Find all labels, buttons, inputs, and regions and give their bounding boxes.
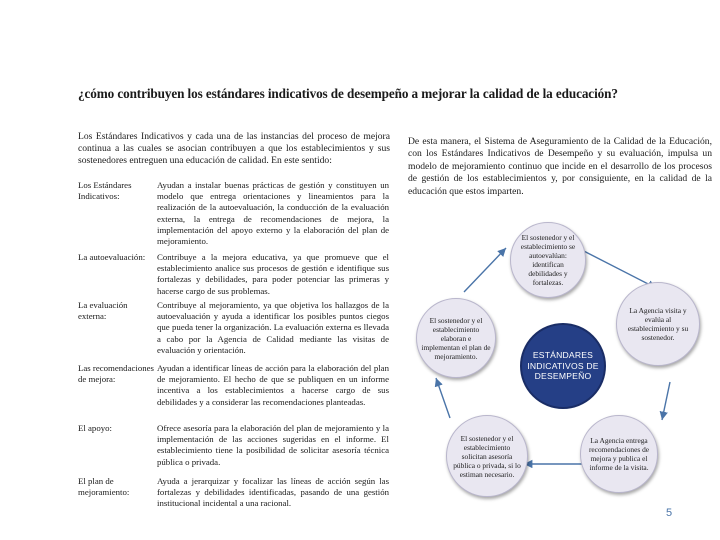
intro-paragraph: Los Estándares Indicativos y cada una de las instancias del proceso de mejora continua a las cuales se asocian contribuyen a que los establecimientos y sus sostenedores entreguen una educación de calidad. En este sentido: bbox=[78, 131, 390, 166]
row-label: El apoyo: bbox=[78, 423, 112, 433]
row-text: Contribuye a la mejora educativa, ya que promueve que el establecimiento analice sus procesos de gestión e identifique sus fortalezas y debilidades, para poder potenciar las primeras y hacerse cargo de sus problemas. bbox=[157, 252, 389, 296]
arrow-left-to-top bbox=[464, 248, 506, 292]
row-label: La evaluación externa: bbox=[78, 300, 128, 322]
row-text: Ayuda a jerarquizar y focalizar las líneas de acción según las fortalezas y debilidades identificadas, pasando de una gestión institucional incidental a una racional. bbox=[157, 476, 389, 509]
node-agencia-visita: La Agencia visita y evalúa al establecimiento y su sostenedor. bbox=[616, 282, 700, 366]
arrow-right-to-bottom-right bbox=[662, 382, 670, 420]
row-text: Ayudan a instalar buenas prácticas de gestión y constituyen un modelo que entrega orientaciones y lineamientos para la realización de la autoevaluación, la conducción de la evaluación externa, la entrega de recomendaciones de mejora, la implementación del apoyo externo y la elaboración del plan de mejoramiento. bbox=[157, 180, 389, 247]
center-circle: ESTÁNDARES INDICATIVOS DE DESEMPEÑO bbox=[520, 323, 606, 409]
node-agencia-entrega: La Agencia entrega recomendaciones de mejora y publica el informe de la visita. bbox=[580, 415, 658, 493]
row-label: Los Estándares Indicativos: bbox=[78, 180, 132, 202]
summary-paragraph: De esta manera, el Sistema de Aseguramiento de la Calidad de la Educación, con los Estándares Indicativos de Desempeño y su evaluación, impulsa un modelo de mejoramiento continuo que incide en el desarrollo de los procesos de gestión de los establecimientos y, por consiguiente, en la calidad de la educación que estos imparten. bbox=[408, 136, 712, 197]
row-label: Las recomendaciones de mejora: bbox=[78, 363, 154, 385]
node-autoevaluacion: El sostenedor y el establecimiento se autoevalúan: identifican debilidades y fortalezas. bbox=[510, 222, 586, 298]
row-text: Contribuye al mejoramiento, ya que objetiva los hallazgos de la autoevaluación y ayuda a identificar los posibles puntos ciegos que pueda tener la organización. La evaluación externa es llevada a cabo por la Agencia de Calidad mediante las visitas de evaluación y orientación. bbox=[157, 300, 389, 355]
row-text: Ayudan a identificar líneas de acción para la elaboración del plan de mejoramiento. El hecho de que se publiquen en un informe incentiva a los establecimientos a hacerse cargo de sus debilidades y a considerar las recomendaciones planteadas. bbox=[157, 363, 389, 407]
row-label: El plan de mejoramiento: bbox=[78, 476, 130, 498]
arrow-bottom-left-to-left bbox=[436, 378, 450, 418]
node-asesoria: El sostenedor y el establecimiento solicitan asesoría pública o privada, si lo estiman necesario. bbox=[446, 415, 528, 497]
page-title: ¿cómo contribuyen los estándares indicativos de desempeño a mejorar la calidad de la educación? bbox=[78, 86, 618, 101]
arrow-top-to-right bbox=[574, 246, 656, 288]
page-number: 5 bbox=[666, 507, 673, 519]
improvement-cycle-diagram bbox=[412, 222, 710, 496]
node-plan-mejoramiento: El sostenedor y el establecimiento elaboran e implementan el plan de mejoramiento. bbox=[416, 298, 496, 378]
row-text: Ofrece asesoría para la elaboración del plan de mejoramiento y la implementación de las acciones sugeridas en el informe. El establecimiento tiene la posibilidad de solicitar asesoría técnica pública o privada. bbox=[157, 423, 389, 467]
row-label: La autoevaluación: bbox=[78, 252, 146, 262]
